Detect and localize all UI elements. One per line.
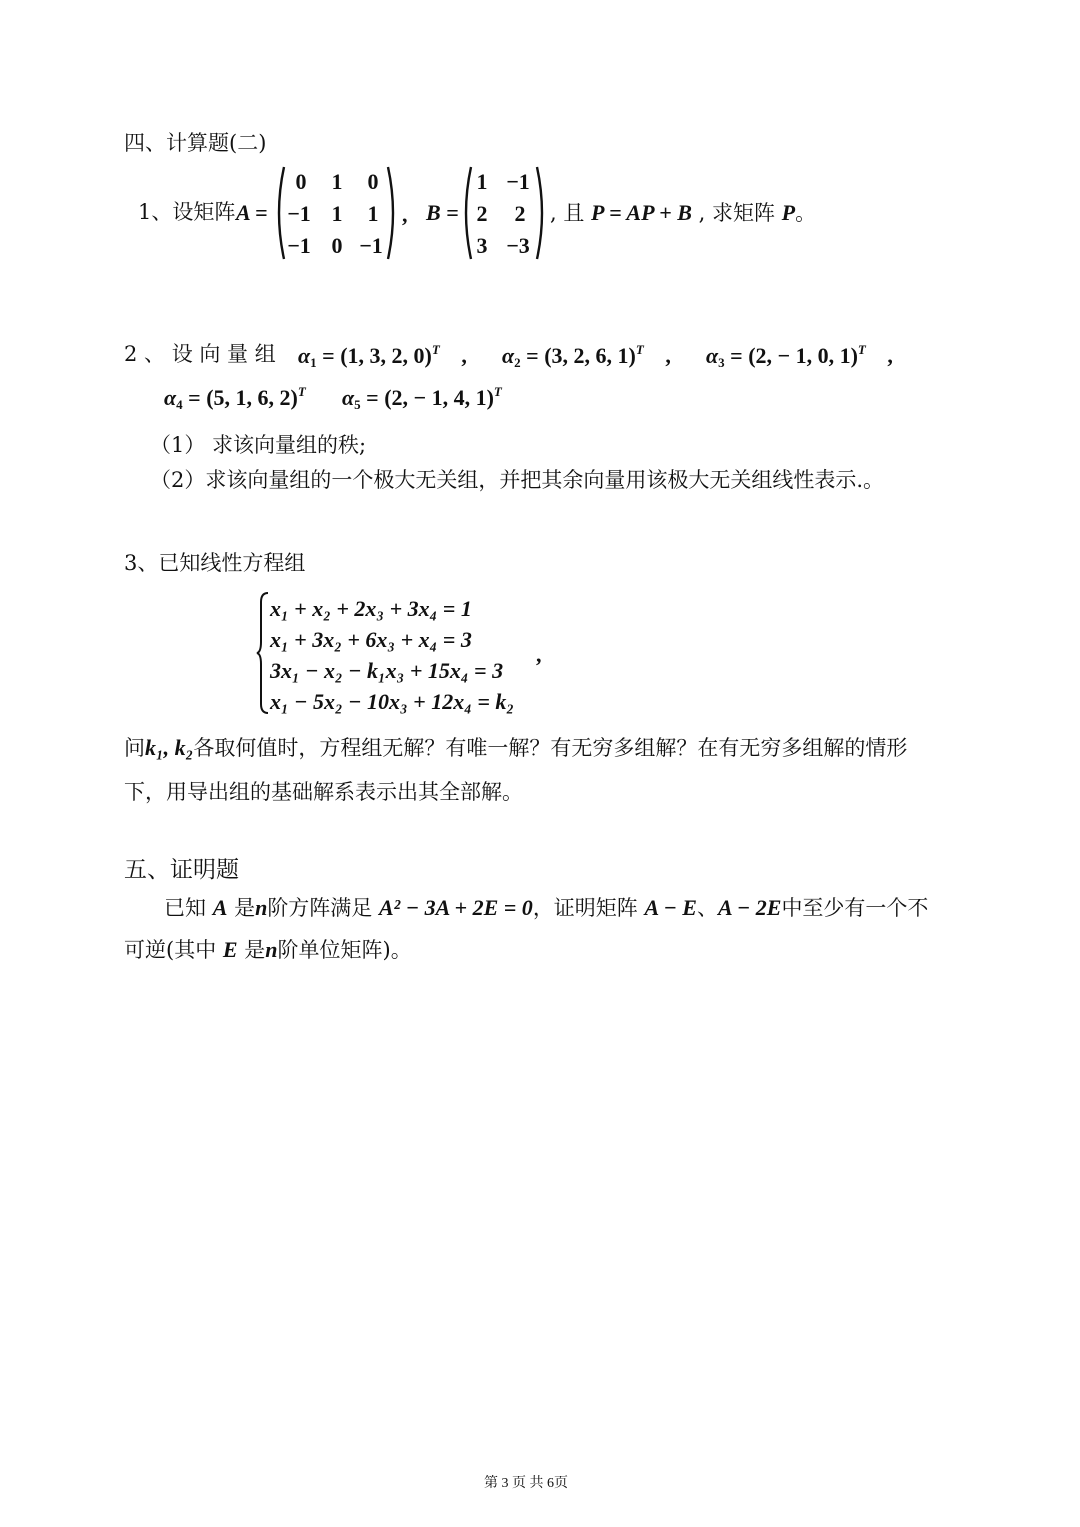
q1-target: P [781, 200, 796, 225]
equation-line: x₁ + 3x₂ + 6x₃ + x₄ = 3 [270, 627, 472, 652]
vector-value: = (2, − 1, 0, 1) [730, 343, 858, 368]
matrix-a-cell: −1 [359, 233, 383, 258]
system-brace [256, 590, 270, 716]
vector-sup: T [635, 342, 644, 357]
vector-sub: 4 [176, 397, 183, 412]
matrix-a-cell: 1 [331, 201, 343, 226]
q1-b-label: B = [426, 200, 459, 225]
s5-text: 已知 [164, 896, 206, 920]
q3-question-line1 [124, 737, 907, 759]
q2-prefix: 2 、 设 向 量 组 [124, 342, 276, 366]
q1-tail-text2: , 求矩阵 [698, 201, 775, 225]
matrix-b-cell: 1 [476, 169, 488, 194]
q3-question-text1: 各取何值时，方程组无解？有唯一解？有无穷多组解？在有无穷多组解的情形 [193, 736, 908, 760]
vector-alpha-5 [342, 384, 502, 413]
matrix-a-cell: 0 [295, 169, 307, 194]
vector-sep: , [887, 343, 893, 368]
vector-value: = (1, 3, 2, 0) [322, 343, 432, 368]
vector-sup: T [493, 384, 502, 399]
q3-question-line2: 下，用导出组的基础解系表示出其全部解。 [124, 780, 523, 804]
vector-sup: T [297, 384, 306, 399]
matrix-a-cell: −1 [287, 201, 311, 226]
q3-prefix: 3、已知线性方程组 [124, 551, 306, 575]
matrix-a-cell: −1 [287, 233, 311, 258]
q1-comma: , [402, 202, 408, 227]
s5-text: 是 [244, 938, 266, 962]
matrix-a-cell: 0 [331, 233, 343, 258]
s5-var-e: E [222, 937, 238, 962]
vector-sub: 3 [718, 355, 725, 370]
matrix-b [461, 163, 547, 263]
s5-text: 、 [696, 896, 718, 920]
s5-text: 中至少有一个不 [781, 896, 929, 920]
q2-part2: （2）求该向量组的一个极大无关组，并把其余向量用该极大无关组线性表示.。 [150, 468, 885, 492]
s5-var-a: A [212, 895, 228, 920]
vector-sep: , [461, 343, 467, 368]
matrix-a [272, 163, 400, 263]
q1-end: 。 [795, 201, 817, 225]
s5-var-n: n [255, 895, 268, 920]
page-footer: 第 3 页 共 6页 [484, 1476, 568, 1491]
vector-alpha-1 [298, 342, 467, 371]
system-end-comma: , [536, 642, 542, 667]
matrix-b-cell: 2 [514, 201, 526, 226]
equation-line: x₁ + x₂ + 2x₃ + 3x₄ = 1 [270, 596, 472, 621]
q2-part1: （1） 求该向量组的秩; [150, 433, 367, 457]
vector-name: α [298, 343, 311, 368]
vector-sub: 2 [514, 355, 521, 370]
vector-alpha-4 [164, 384, 306, 413]
q1-prefix: 1、设矩阵 [138, 200, 236, 224]
s5-var-n: n [265, 937, 278, 962]
s5-condition: A² − 3A + 2E = 0 [379, 895, 533, 920]
vector-name: α [502, 343, 515, 368]
vector-value: = (2, − 1, 4, 1) [366, 385, 494, 410]
vector-value: = (3, 2, 6, 1) [526, 343, 636, 368]
section5-line1 [164, 897, 928, 919]
matrix-b-cell: 3 [476, 233, 488, 258]
vector-sub: 5 [354, 397, 361, 412]
s5-text: 阶方阵满足 [267, 896, 373, 920]
q3-question-vars: k₁, k₂ [145, 735, 194, 760]
section5-line2 [124, 939, 412, 961]
s5-matrix-1: A − E [644, 895, 697, 920]
s5-text: 是 [234, 896, 256, 920]
matrix-b-cell: 2 [476, 201, 488, 226]
vector-name: α [164, 385, 177, 410]
vector-alpha-2 [502, 342, 671, 371]
q1-a-label: A = [236, 200, 268, 225]
vector-sup: T [857, 342, 866, 357]
s5-text: ，证明矩阵 [532, 896, 638, 920]
matrix-b-cell: −3 [506, 233, 530, 258]
q1-equation: P = AP + B [591, 200, 692, 225]
vector-alpha-3 [706, 342, 893, 371]
vector-name: α [706, 343, 719, 368]
matrix-a-cell: 0 [367, 169, 379, 194]
s5-text: 可逆(其中 [124, 938, 217, 962]
vector-name: α [342, 385, 355, 410]
equation-system [256, 590, 556, 716]
equation-line: x₁ − 5x₂ − 10x₃ + 12x₄ = k₂ [270, 689, 515, 714]
q3-question-prefix: 问 [124, 736, 145, 760]
q1-tail [550, 202, 816, 224]
matrix-a-cell: 1 [367, 201, 379, 226]
matrix-b-cell: −1 [506, 169, 530, 194]
section5-title: 五、证明题 [124, 857, 239, 883]
s5-matrix-2: A − 2E [717, 895, 782, 920]
q1-tail-text: , 且 [550, 201, 585, 225]
vector-value: = (5, 1, 6, 2) [188, 385, 298, 410]
vector-sub: 1 [310, 355, 317, 370]
matrix-a-cell: 1 [331, 169, 343, 194]
s5-text: 阶单位矩阵)。 [277, 938, 412, 962]
section4-title: 四、计算题(二) [124, 131, 267, 155]
vector-sup: T [431, 342, 440, 357]
equation-line: 3x₁ − x₂ − k₁x₃ + 15x₄ = 3 [270, 658, 504, 683]
vector-sep: , [665, 343, 671, 368]
